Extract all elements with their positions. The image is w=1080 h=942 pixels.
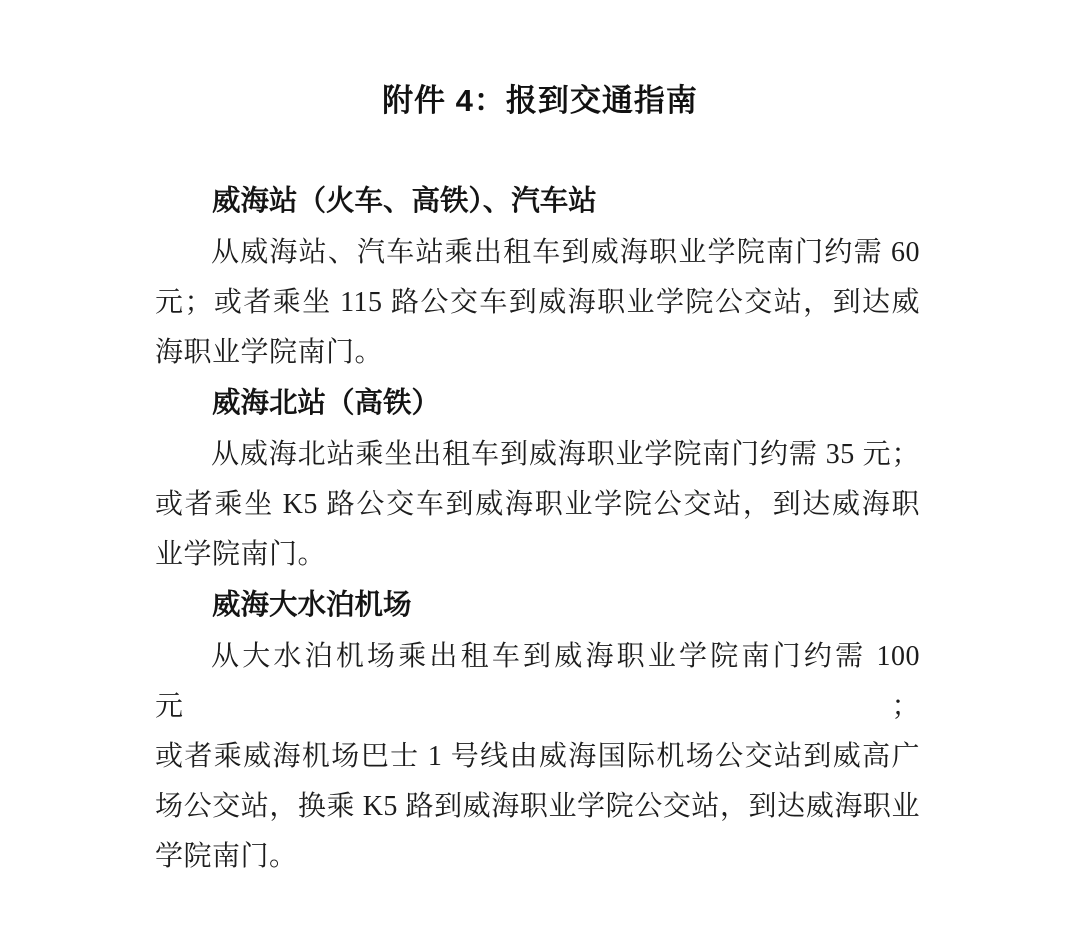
paragraph-line: 从威海站、汽车站乘出租车到威海职业学院南门约需 60	[211, 237, 920, 268]
paragraph-line: 或者乘威海机场巴士 1 号线由威海国际机场公交站到威高广	[155, 741, 920, 772]
section-paragraph	[155, 228, 920, 378]
paragraph-line: 海职业学院南门。	[155, 337, 384, 368]
paragraph-line: 从威海北站乘坐出租车到威海职业学院南门约需 35 元；	[211, 439, 920, 470]
paragraph-line: 从大水泊机场乘出租车到威海职业学院南门约需 100 元；	[155, 641, 920, 722]
paragraph-line: 学院南门。	[155, 841, 298, 872]
section-paragraph	[155, 430, 920, 580]
page-title: 附件 4：报到交通指南	[382, 83, 698, 118]
section-heading-weihai-station: 威海站（火车、高铁）、汽车站	[212, 186, 597, 217]
section-paragraph	[155, 632, 920, 882]
section-heading-weihai-north-station: 威海北站（高铁）	[212, 388, 441, 419]
document-body	[155, 176, 920, 882]
paragraph-line: 场公交站，换乘 K5 路到威海职业学院公交站，到达威海职业	[155, 791, 920, 822]
section-heading-dashuibo-airport: 威海大水泊机场	[212, 590, 412, 621]
paragraph-line: 元；或者乘坐 115 路公交车到威海职业学院公交站，到达威	[155, 287, 920, 318]
paragraph-line: 业学院南门。	[155, 539, 327, 570]
paragraph-line: 或者乘坐 K5 路公交车到威海职业学院公交站，到达威海职	[155, 489, 920, 520]
